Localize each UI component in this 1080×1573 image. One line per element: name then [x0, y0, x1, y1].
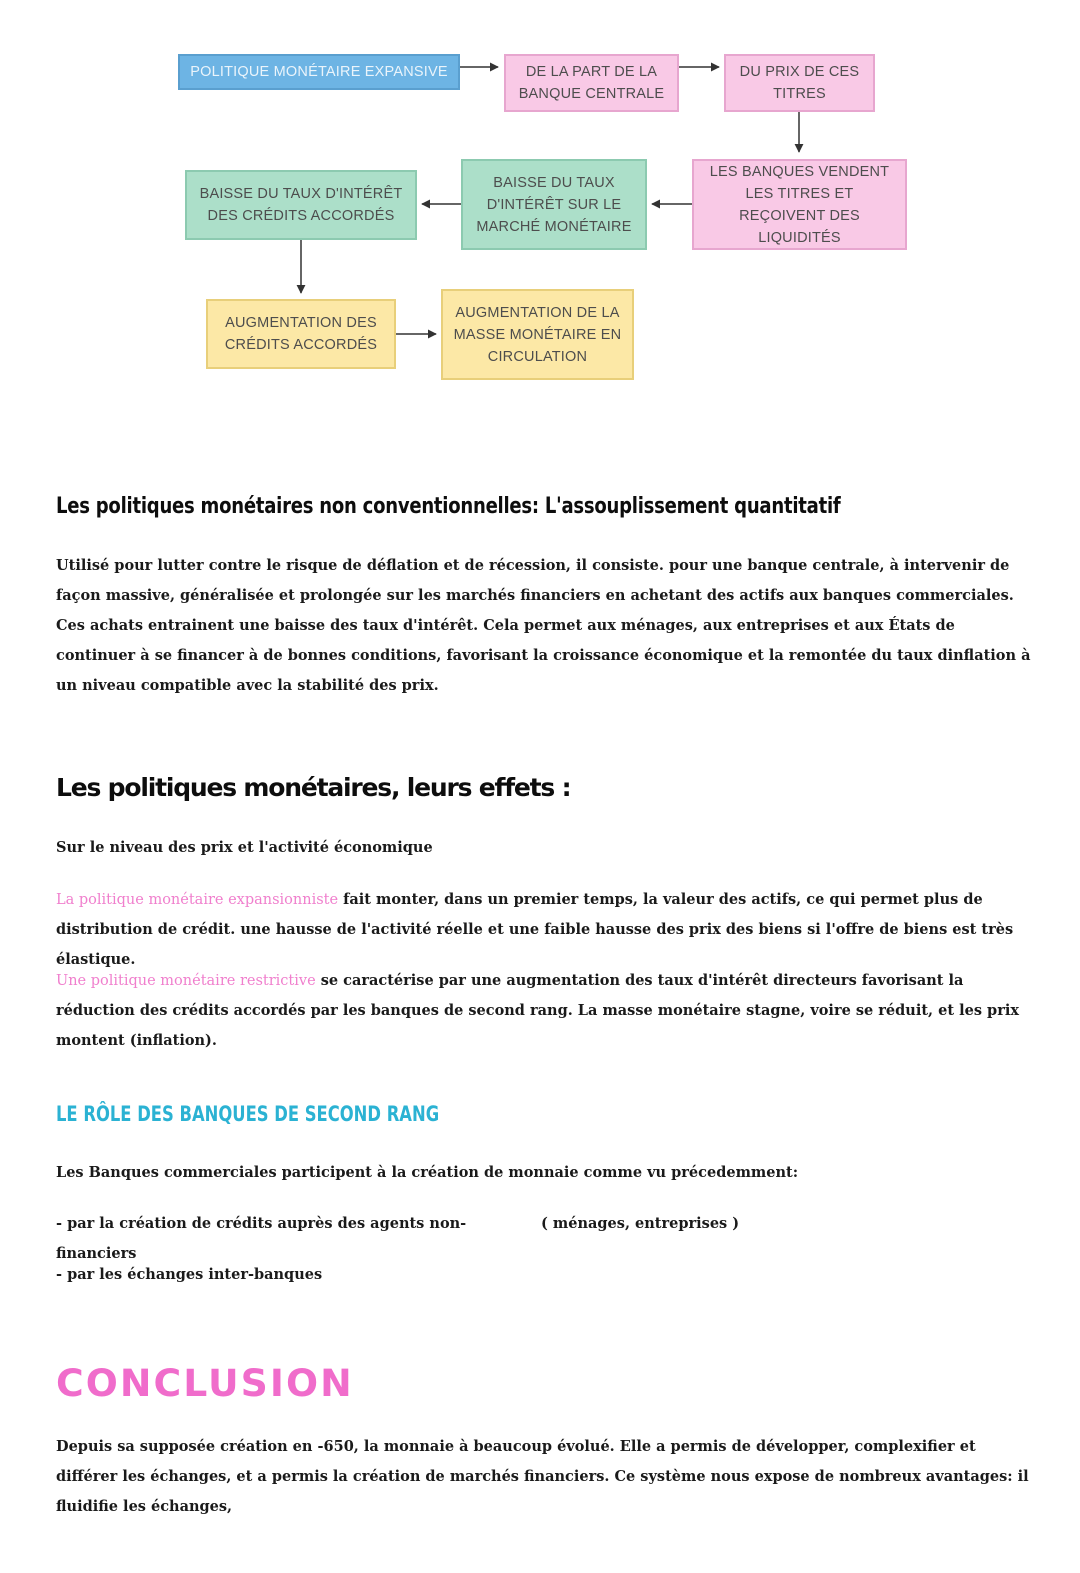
flow-box-expansive-policy: POLITIQUE MONÉTAIRE EXPANSIVE [178, 54, 460, 90]
qe-heading: Les politiques monétaires non conventionnelles: L'assouplissement quantitatif [56, 494, 841, 519]
effects-heading: Les politiques monétaires, leurs effets : [56, 773, 571, 802]
flow-box-credit-rate: BAISSE DU TAUX D'INTÉRÊT DES CRÉDITS ACCORDÉS [185, 170, 417, 240]
restrictive-paragraph [56, 966, 1031, 1056]
restrictive-text: se caractérise par une augmentation des taux d'intérêt directeurs favorisant la réduction des crédits accordés par les banques de second rang. La masse monétaire stagne, voire se réduit, et les prix montent (inflation). [56, 972, 1019, 1049]
expansionist-text: fait monter, dans un premier temps, la valeur des actifs, ce qui permet plus de distribution de crédit. une hausse de l'activité réelle et une faible hausse des prix des biens si l'offre de biens est très élastique. [56, 891, 1014, 968]
conclusion-paragraph: Depuis sa supposée création en -650, la monnaie à beaucoup évolué. Elle a permis de développer, complexifier et différer les échanges, et a permis la création de marchés financiers. Ce système nous expose de nombreux avantages: il fluidifie les échanges, [56, 1438, 1029, 1515]
expansionist-paragraph [56, 885, 1031, 975]
restrictive-highlight: Une politique monétaire restrictive [56, 973, 316, 989]
effects-subtitle: Sur le niveau des prix et l'activité économique [56, 839, 433, 856]
flow-box-money-market-rate: BAISSE DU TAUX D'INTÉRÊT SUR LE MARCHÉ MONÉTAIRE [461, 159, 647, 250]
banks-heading: LE RÔLE DES BANQUES DE SECOND RANG [56, 1102, 440, 1126]
flow-box-price-of-securities: DU PRIX DE CES TITRES [724, 54, 875, 112]
conclusion-heading: CONCLUSION [56, 1362, 354, 1405]
flowchart [0, 0, 1080, 400]
banks-item-interbank: - par les échanges inter-banques [56, 1266, 323, 1283]
banks-item-credits: - par la création de crédits auprès des agents non-financiers [56, 1215, 467, 1262]
flow-box-central-bank: DE LA PART DE LA BANQUE CENTRALE [504, 54, 679, 112]
banks-item-credits-note: ( ménages, entreprises ) [541, 1215, 740, 1232]
banks-intro: Les Banques commerciales participent à la création de monnaie comme vu précedemment: [56, 1164, 799, 1181]
flow-box-credit-increase: AUGMENTATION DES CRÉDITS ACCORDÉS [206, 299, 396, 369]
qe-paragraph: Utilisé pour lutter contre le risque de déflation et de récession, il consiste. pour une banque centrale, à intervenir de façon massive, généralisée et prolongée sur les marchés financiers en achetant des actifs aux banques commerciales. Ces achats entrainent une baisse des taux d'intérêt. Cela permet aux ménages, aux entreprises et aux États de continuer à se financer à de bonnes conditions, favorisant la croissance économique et la remontée du taux dinflation à un niveau compatible avec la stabilité des prix. [56, 557, 1031, 694]
expansionist-highlight: La politique monétaire expansionniste [56, 892, 339, 908]
flow-box-banks-sell-securities: LES BANQUES VENDENT LES TITRES ET REÇOIVENT DES LIQUIDITÉS [692, 159, 907, 250]
flow-box-money-supply-increase: AUGMENTATION DE LA MASSE MONÉTAIRE EN CIRCULATION [441, 289, 634, 380]
